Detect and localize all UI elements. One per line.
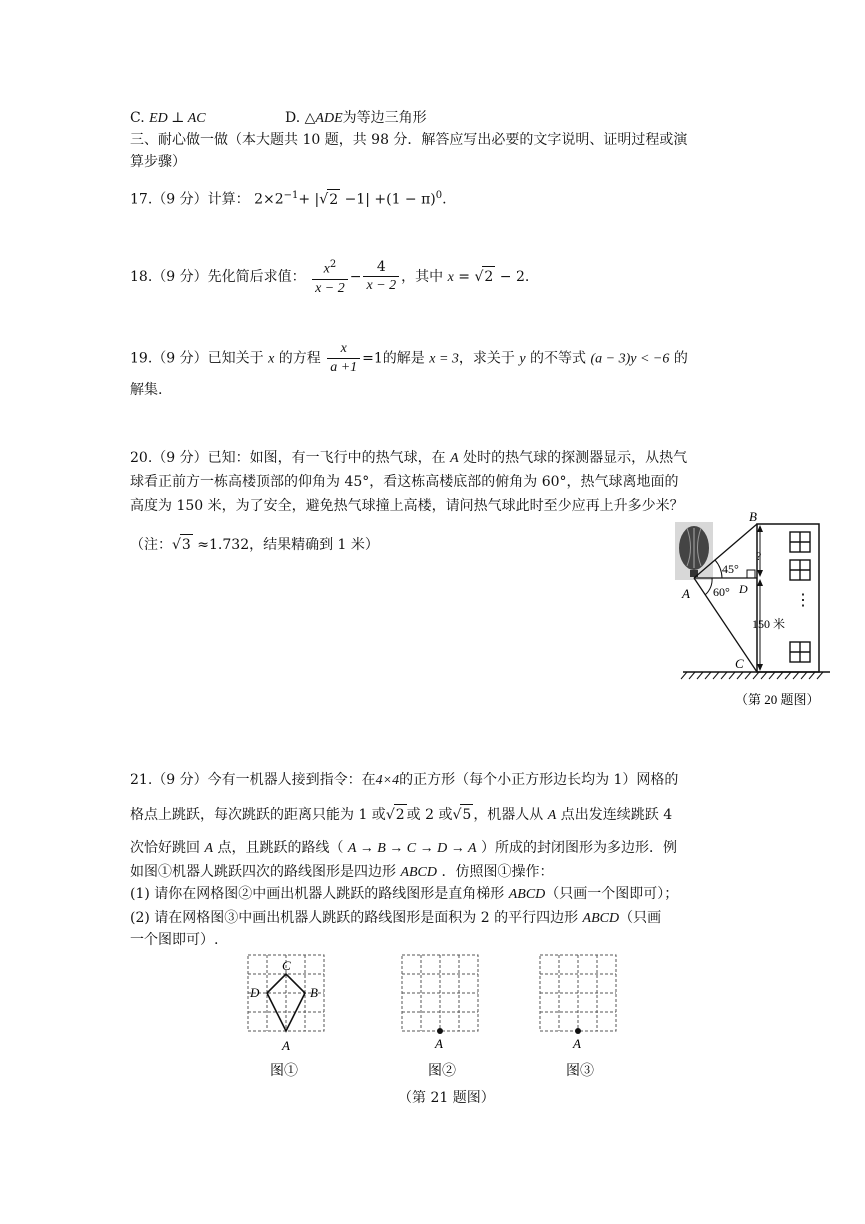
fig1-label-C: C <box>282 958 291 973</box>
q17-exp-a: −1 <box>283 190 299 201</box>
fig2-caption: 图② <box>428 1064 456 1079</box>
q21-figure-caption: （第 21 题图） <box>398 1090 495 1106</box>
label-D: D <box>739 582 748 596</box>
q18-x: x <box>447 269 454 285</box>
q20-line2: 球看正前方一栋高楼顶部的仰角为 45°，看这栋高楼底部的俯角为 60°，热气球离地面的 <box>130 474 679 490</box>
fig3-point-A <box>575 1028 581 1034</box>
fig1-label-B: B <box>310 985 318 1000</box>
q20-figure <box>665 500 845 720</box>
q19-line2: 解集. <box>130 382 163 398</box>
question-mark: ? <box>756 549 762 563</box>
fig2-label-A: A <box>435 1036 443 1051</box>
q21-line6b: （只画 <box>619 910 662 926</box>
q17-sqrt: 2 <box>327 189 340 210</box>
q20-line1a: 20.（9 分）已知：如图，有一飞行中的热气球，在 <box>130 450 446 466</box>
q19-p2: 的方程 <box>278 350 321 367</box>
option-d-text: 为等边三角形 <box>342 110 427 126</box>
q19-p5: 的不等式 <box>530 350 587 367</box>
q21-line3 <box>130 838 677 859</box>
height-label: 150 米 <box>752 617 786 631</box>
fig1-caption: 图① <box>270 1064 298 1079</box>
section3-line2: 算步骤） <box>130 154 186 170</box>
question-19 <box>130 340 688 377</box>
q21-abcd1: ABCD <box>400 865 438 880</box>
q21-grid: 4×4 <box>375 773 400 788</box>
q21-line4 <box>130 862 553 883</box>
angle-60-label: 60° <box>713 585 730 599</box>
q21-line3a: 次恰好跳回 <box>130 840 200 856</box>
q21-A2: A <box>204 841 214 856</box>
q17-end: . <box>442 191 447 208</box>
q21-line2: 格点上跳跃，每次跳跃的距离只能为 1 或√2 或 2 或√5 ，机器人从 A 点出发连续跳跃 4 <box>130 804 672 826</box>
q17-expr-c: −1| +(1 − π) <box>340 191 436 208</box>
q20-A: A <box>450 451 459 466</box>
q17-expr-a: 2×2 <box>254 191 284 208</box>
q20-figure-caption: （第 20 题图） <box>735 692 820 707</box>
q20-line3: 高度为 150 米，为了安全，避免热气球撞上高楼，请问热气球此时至少应再上升多少米？ <box>130 498 684 514</box>
fig1-label-A: A <box>282 1038 290 1053</box>
q18-minus: − <box>349 268 362 285</box>
option-d-math: △ADE <box>304 111 343 126</box>
q18-where: ，其中 <box>401 268 444 285</box>
q17-expr-b: + | <box>298 191 320 208</box>
q18-label: 18.（9 分）先化简后求值： <box>130 268 306 285</box>
q18-tail: − 2 <box>495 268 525 285</box>
ground-hatch <box>681 672 823 679</box>
q21-line2a: 格点上跳跃，每次跳跃的距离只能为 1 或 <box>130 807 386 823</box>
label-A: A <box>682 586 690 601</box>
section3-line1: 三、耐心做一做（本大题共 10 题，共 98 分．解答应写出必要的文字说明、证明过程或演 <box>130 132 688 148</box>
fig3-label-A: A <box>573 1036 581 1051</box>
q21-line4b: ．仿照图①操作： <box>441 864 554 880</box>
angle-45-label: 45° <box>722 562 739 576</box>
q21-line6 <box>130 908 661 929</box>
q21-path: A → B → C → D → A <box>347 841 477 856</box>
q19-eq1: =1 <box>362 350 383 367</box>
q19-var-x: x <box>268 351 275 367</box>
q20-note-sqrt: 3 <box>180 534 193 555</box>
q19-p6: 的 <box>673 350 688 367</box>
grid-figure-3 <box>540 955 616 1079</box>
label-B: B <box>749 509 757 524</box>
fig1-label-D: D <box>250 985 260 1000</box>
q17-label: 17.（9 分）计算： <box>130 191 250 208</box>
option-d-label: D. <box>285 110 301 126</box>
fig3-caption: 图③ <box>566 1064 594 1079</box>
q18-eq: = <box>458 268 471 285</box>
q19-fraction: $\frac{x}{a +1}$ <box>327 340 360 377</box>
q19-p4: ，求关于 <box>458 350 515 367</box>
q21-line6a: (2) 请在网格图③中画出机器人跳跃的路线图形是面积为 2 的平行四边形 <box>130 910 579 926</box>
q21-line1 <box>130 770 678 791</box>
q20-note-b: ≈1.732，结果精确到 1 米） <box>192 537 379 553</box>
q21-line5 <box>130 884 678 905</box>
q21-sqrt5: 5 <box>460 804 473 825</box>
grid-figure-2 <box>402 955 478 1079</box>
q18-sqrt: 2 <box>482 266 495 287</box>
q21-line2c: ，机器人从 <box>473 807 544 823</box>
q19-solution: x = 3 <box>429 351 459 367</box>
q21-line2b: 或 2 或 <box>406 807 453 823</box>
q21-line4a: 如图①机器人跳跃四次的路线图形是四边形 <box>130 864 396 880</box>
option-c <box>130 108 206 129</box>
balloon-icon <box>675 522 713 580</box>
right-angle-mark <box>747 570 755 578</box>
q18-end: . <box>524 268 530 285</box>
q21-abcd2: ABCD <box>508 887 546 902</box>
q18-fraction-1: $\frac{x^2}{x - 2}$ <box>312 256 348 298</box>
q21-figures <box>240 950 640 1080</box>
option-c-math: ED ⊥ AC <box>149 111 206 126</box>
fig2-point-A <box>437 1028 443 1034</box>
q21-line5a: (1) 请你在网格图②中画出机器人跳跃的路线图形是直角梯形 <box>130 886 505 902</box>
question-18: 18.（9 分）先化简后求值： $\frac{x^2}{x - 2}$ − $\frac{4}{x - 2}$ ，其中 x = √2 − 2. <box>130 256 529 298</box>
q19-var-y: y <box>519 351 526 367</box>
q20-note-a: （注： <box>130 537 172 553</box>
q21-abcd3: ABCD <box>582 911 620 926</box>
q20-line1 <box>130 448 687 469</box>
option-d <box>285 108 427 129</box>
q18-fraction-2: $\frac{4}{x - 2}$ <box>363 258 399 295</box>
q21-line7: 一个图即可）. <box>130 932 219 948</box>
grid-figure-1 <box>248 955 324 1079</box>
q21-line5b: （只画一个图即可）； <box>545 886 679 902</box>
q21-line3b: 点，且跳跃的路线（ <box>217 840 344 856</box>
q21-line2d: 点出发连续跳跃 4 <box>560 807 673 823</box>
option-c-label: C. <box>130 110 145 126</box>
label-C: C <box>735 656 744 671</box>
building-dots: ⋮ <box>795 592 811 609</box>
question-17: 17.（9 分）计算： $2\times 2^{-1}+ |√2 -1| +(1 - \pi)^0$. <box>130 190 447 208</box>
q17-exp-c: 0 <box>435 190 443 201</box>
q20-line1b: 处时的热气球的探测器显示，从热气 <box>463 450 688 466</box>
angle-arc-60 <box>705 578 712 595</box>
q19-p1: 19.（9 分）已知关于 <box>130 350 264 367</box>
q21-A1: A <box>547 808 557 823</box>
q21-line3c: ）所成的封闭图形为多边形．例 <box>480 840 677 856</box>
q21-line1b: 的正方形（每个小正方形边长均为 1）网格的 <box>399 772 679 788</box>
q19-p3: 的解是 <box>382 350 425 367</box>
q19-inequality: (a − 3)y < −6 <box>590 351 670 367</box>
q20-note: （注：√3 ≈1.732，结果精确到 1 米） <box>130 534 379 555</box>
q21-sqrt2: 2 <box>394 804 407 825</box>
angle-arc-45 <box>715 560 722 578</box>
q21-line1a: 21.（9 分）今有一机器人接到指令：在 <box>130 772 376 788</box>
